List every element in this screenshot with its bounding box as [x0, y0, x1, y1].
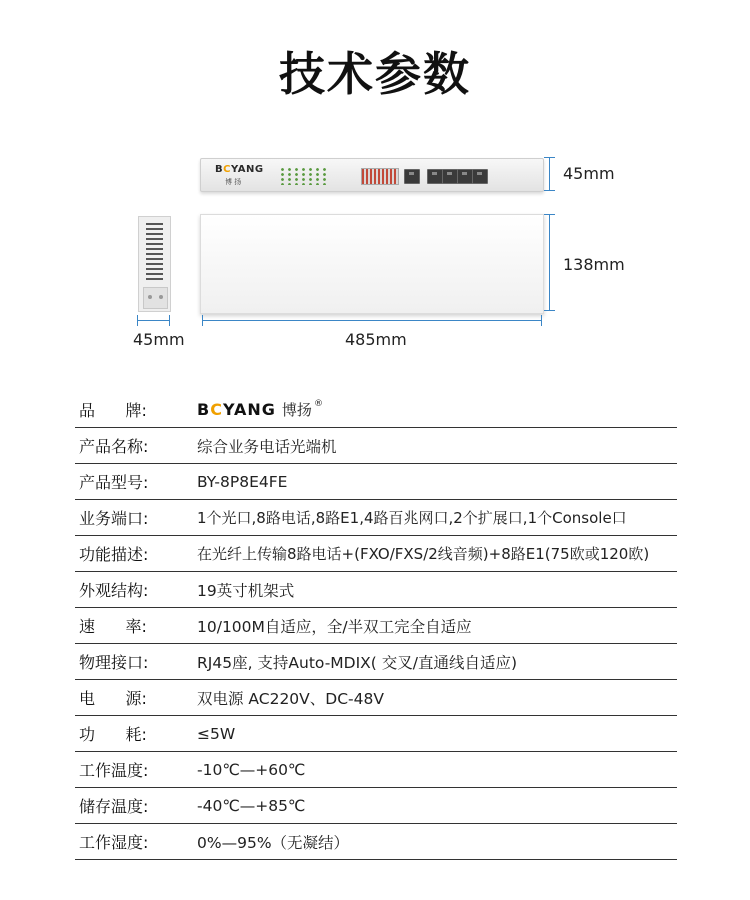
device-front-logo: BCYANG	[215, 164, 264, 175]
spec-value: 在光纤上传输8路电话+(FXO/FXS/2线音频)+8路E1(75欧或120欧)	[197, 545, 650, 563]
spec-value: 19英寸机架式	[197, 581, 295, 600]
height-label: 45mm	[563, 164, 615, 183]
spec-table	[75, 392, 677, 860]
dimension-tick	[544, 157, 555, 158]
vent-icon	[146, 223, 163, 281]
width-dimension-line	[202, 320, 542, 321]
dimension-tick	[544, 310, 555, 311]
side-width-dimension-line	[137, 320, 170, 321]
spec-label: 储存温度:	[79, 797, 149, 816]
spec-label: 产品型号:	[79, 473, 149, 492]
spec-value: BY-8P8E4FE	[197, 472, 288, 491]
spec-label: 工作温度:	[79, 761, 149, 780]
spec-value: -10℃—+60℃	[197, 760, 306, 779]
rj45-port-icon	[442, 169, 458, 184]
rj45-port-icon	[472, 169, 488, 184]
spec-label: 产品名称:	[79, 437, 149, 456]
spec-label: 功能描述:	[79, 545, 149, 564]
spec-row	[75, 824, 677, 860]
dimension-tick	[202, 315, 203, 326]
spec-label: 功 耗:	[79, 725, 147, 744]
spec-row	[75, 428, 677, 464]
spec-row	[75, 536, 677, 572]
spec-value: 综合业务电话光端机	[197, 437, 337, 456]
device-front-panel	[200, 158, 544, 192]
depth-label: 138mm	[563, 255, 625, 274]
spec-row	[75, 680, 677, 716]
spec-row	[75, 716, 677, 752]
spec-row	[75, 788, 677, 824]
spec-value: 双电源 AC220V、DC-48V	[197, 689, 384, 708]
dimension-tick	[544, 190, 555, 191]
height-dimension-line	[549, 157, 550, 191]
width-label: 485mm	[345, 330, 407, 349]
device-front-logo-cn: 博 扬	[225, 178, 242, 186]
spec-label: 物理接口:	[79, 653, 149, 672]
spec-label: 电 源:	[79, 689, 147, 708]
spec-value: RJ45座, 支持Auto-MDIX( 交叉/直通线自适应)	[197, 653, 518, 672]
spec-row	[75, 608, 677, 644]
spec-row	[75, 644, 677, 680]
spec-value: 1个光口,8路电话,8路E1,4路百兆网口,2个扩展口,1个Console口	[197, 509, 627, 527]
spec-value: ≤5W	[197, 724, 236, 743]
spec-row	[75, 464, 677, 500]
spec-row	[75, 572, 677, 608]
spec-label: 外观结构:	[79, 581, 149, 600]
spec-label: 业务端口:	[79, 509, 149, 528]
side-width-label: 45mm	[133, 330, 185, 349]
depth-dimension-line	[549, 214, 550, 311]
spec-value: 0%—95%（无凝结）	[197, 833, 350, 852]
dimension-tick	[544, 214, 555, 215]
spec-row-brand	[75, 392, 677, 428]
mount-bracket-icon	[143, 287, 168, 309]
spec-row	[75, 500, 677, 536]
rj45-port-icon	[404, 169, 420, 184]
led-indicator-icon	[279, 167, 329, 185]
spec-row	[75, 752, 677, 788]
spec-value: -40℃—+85℃	[197, 796, 306, 815]
spec-label: 速 率:	[79, 617, 147, 636]
terminal-block-icon	[361, 168, 399, 185]
spec-label: 品 牌:	[79, 401, 147, 420]
spec-value: 10/100M自适应，全/半双工完全自适应	[197, 617, 472, 636]
rj45-port-icon	[427, 169, 443, 184]
dimension-tick	[169, 315, 170, 326]
page-title: 技术参数	[279, 47, 471, 101]
spec-label: 工作湿度:	[79, 833, 149, 852]
dimension-tick	[541, 315, 542, 326]
dimension-tick	[137, 315, 138, 326]
brand-logo: BCYANG 博扬 ®	[197, 399, 323, 419]
rj45-port-icon	[457, 169, 473, 184]
device-top-view	[200, 214, 544, 314]
device-side-view	[138, 216, 171, 312]
